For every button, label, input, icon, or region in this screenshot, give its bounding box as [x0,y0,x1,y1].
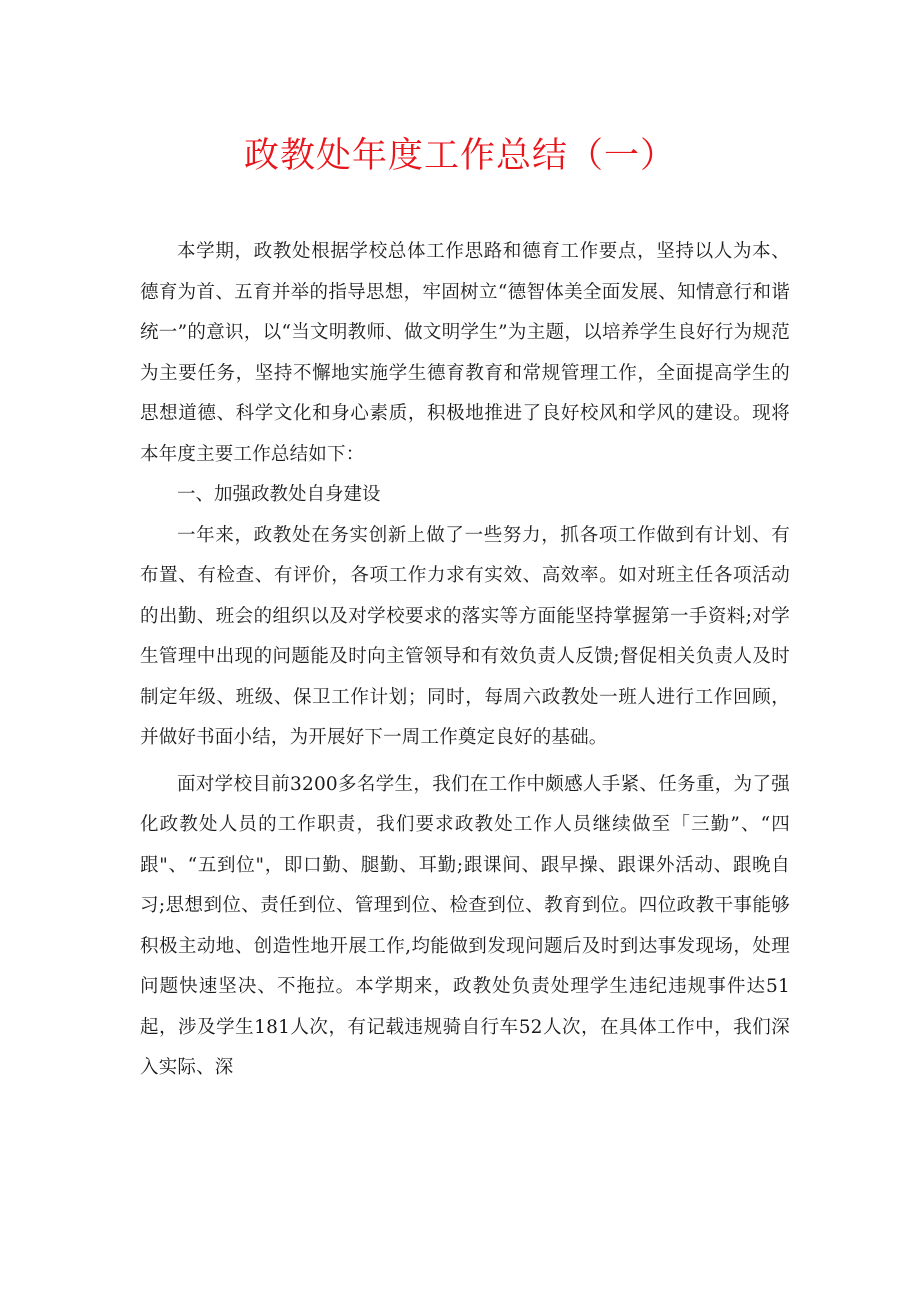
document-body [140,232,790,1089]
section-heading: 一、加强政教处自身建设 [177,484,381,505]
body-paragraph: 面对学校目前3200多名学生，我们在工作中颇感人手紧、任务重，为了强化政教处人员的工作职责，我们要求政教处工作人员继续做至「三勤”、“四跟"、“五到位"，即口勤、腿勤、耳勤;跟课间、跟早操、跟课外活动、跟晚自习;思想到位、责任到位、管理到位、检查到位、教育到位。四位政教干事能够积极主动地、创造性地开展工作,均能做到发现问题后及时到达事发现场，处理问题快速坚决、不拖拉。本学期来，政教处负责处理学生违纪违规事件达51起，涉及学生181人次，有记载违规骑自行车52人次，在具体工作中，我们深入实际、深 [140,773,790,1078]
body-paragraph: 一年来，政教处在务实创新上做了一些努力，抓各项工作做到有计划、有布置、有检查、有评价，各项工作力求有实效、高效率。如对班主任各项活动的出勤、班会的组织以及对学校要求的落实等方面能坚持掌握第一手资料;对学生管理中出现的问题能及时向主管领导和有效负责人反馈;督促相关负责人及时制定年级、班级、保卫工作计划；同时，每周六政教处一班人进行工作回顾，并做好书面小结，为开展好下一周工作奠定良好的基础。 [140,524,790,748]
intro-paragraph: 本学期，政教处根据学校总体工作思路和德育工作要点，坚持以人为本、德育为首、五育并举的指导思想，牢固树立“德智体美全面发展、知情意行和谐统一”的意识，以“当文明教师、做文明学生”为主题，以培养学生良好行为规范为主要任务，坚持不懈地实施学生德育教育和常规管理工作，全面提高学生的思想道德、科学文化和身心素质，积极地推进了良好校风和学风的建设。现将本年度主要工作总结如下： [140,241,790,465]
document-title: 政教处年度工作总结（一） [243,136,676,176]
